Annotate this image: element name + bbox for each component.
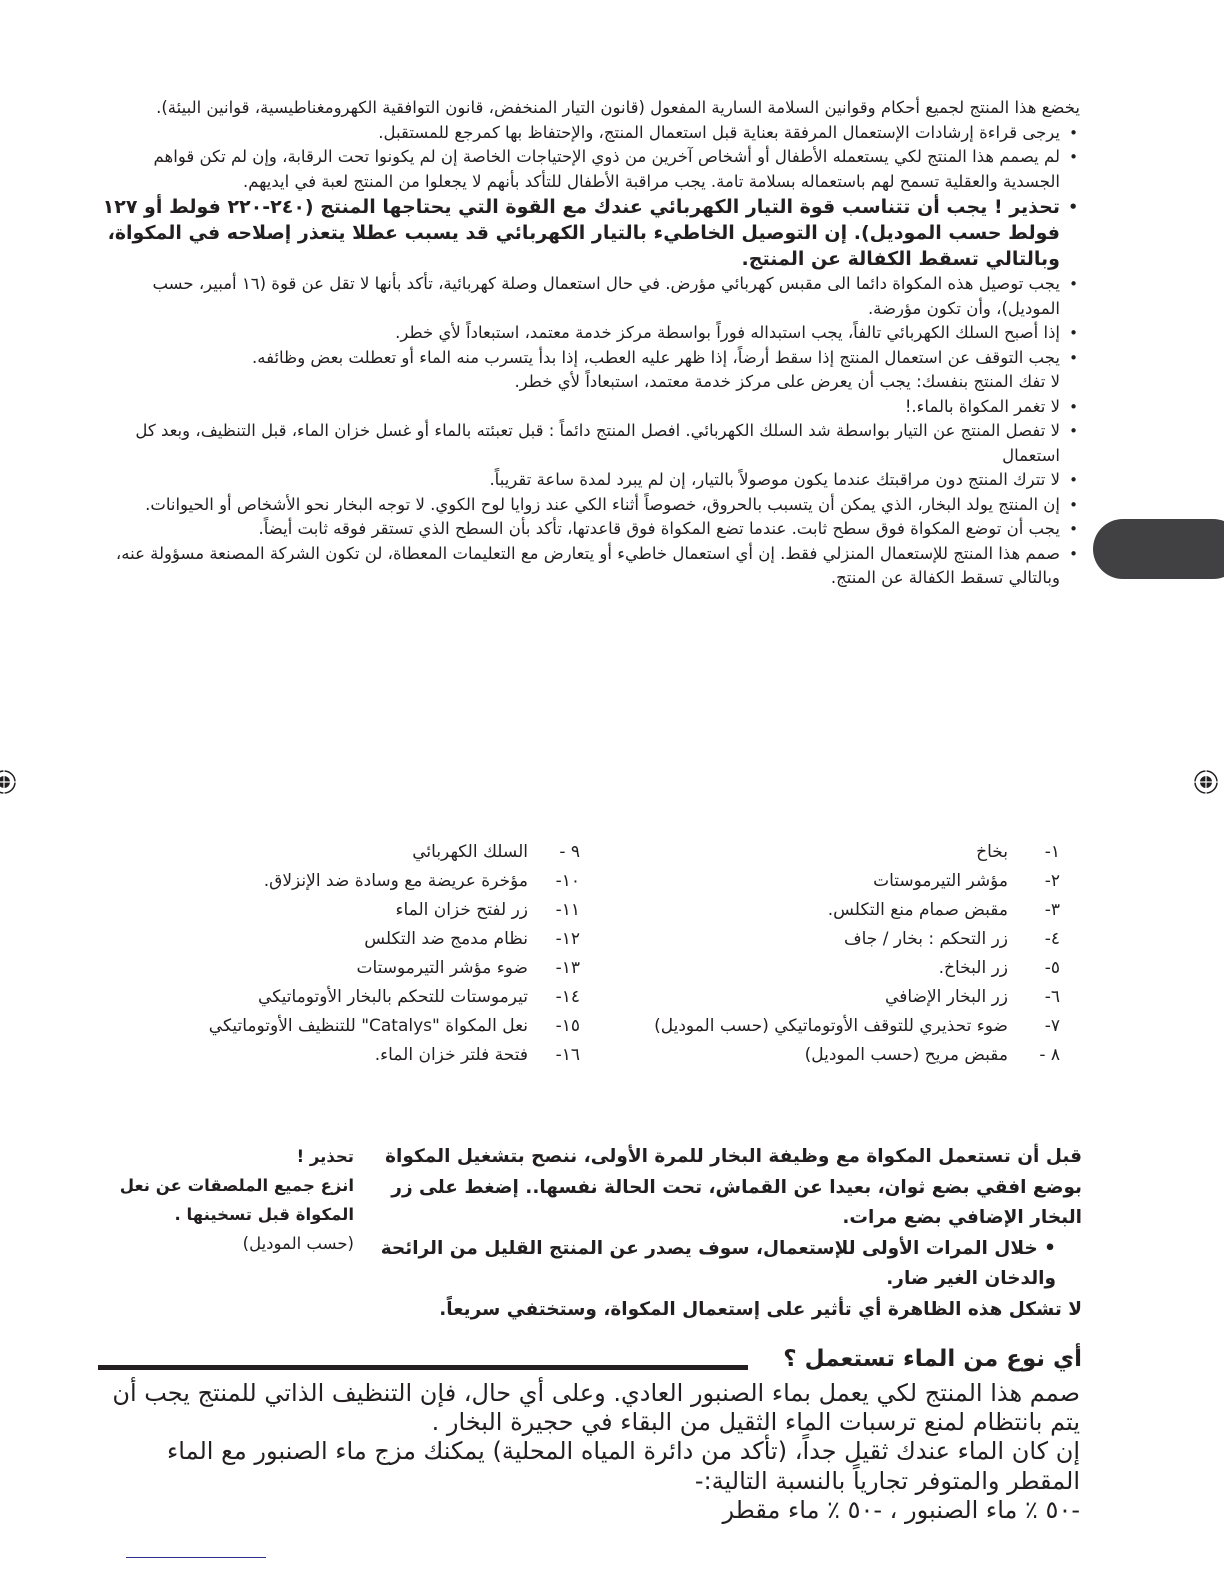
part-item: ١٥-نعل المكواة "Catalys" للتنظيف الأوتوماتيكي <box>208 1016 580 1036</box>
safety-item: • يجب التوقف عن استعمال المنتج إذا سقط أرضاً، إذا ظهر عليه العطب، إذا بدأ يتسرب منه الماء أو تعطلت بعض وظائفه. لا تفك المنتج بنفسك: يجب أن يعرض على مركز خدمة معتمد، استبعاداً لأي خطر. <box>98 346 1080 395</box>
safety-item: • لم يصمم هذا المنتج لكي يستعمله الأطفال أو أشخاص آخرين من ذوي الإحتياجات الخاصة إن لم يكونوا تحت الرقابة، وإن لم تكن قواهم الجسدية والعقلية تسمح لهم باستعماله بسلامة تامة. يجب مراقبة الأطفال للتأكد بأنهم لا يجعلوا من المنتج لعبة في ايديهم. <box>98 145 1080 194</box>
water-section-body <box>98 1379 1080 1525</box>
caution-box <box>108 1142 354 1258</box>
voltage-warning: • تحذير ! يجب أن تتناسب قوة التيار الكهربائي عندك مع القوة التي يحتاجها المنتج (٢٤٠-٢٢٠ فولط أو ١٢٧ فولط حسب الموديل). إن التوصيل الخاطيء بالتيار الكهربائي قد يسبب عطلا يتعذر إصلاحه في المكواة، وبالتالي تسقط الكفالة عن المنتج. <box>98 194 1080 272</box>
parts-list-left <box>110 838 580 1070</box>
part-item: ١٣-ضوء مؤشر التيرموستات <box>356 958 580 978</box>
water-section-heading: أي نوع من الماء تستعمل ؟ <box>783 1346 1082 1372</box>
safety-item: • إذا أصبح السلك الكهربائي تالفاً، يجب استبداله فوراً بواسطة مركز خدمة معتمد، استبعاداً لأي خطر. <box>98 321 1080 346</box>
registration-mark-icon <box>0 768 18 796</box>
part-item: ٨ -مقبض مريح (حسب الموديل) <box>804 1045 1060 1065</box>
caution-body: انزع جميع الملصقات عن نعل المكواة قبل تسخينها . <box>119 1176 354 1224</box>
safety-item: • يجب توصيل هذه المكواة دائما الى مقبس كهربائي مؤرض. في حال استعمال وصلة كهربائية، تأكد بأنها لا تقل عن قوة (١٦ أمبير، حسب الموديل)، وأن تكون مؤرضة. <box>98 272 1080 321</box>
part-item: ١٢-نظام مدمج ضد التكلس <box>364 929 580 949</box>
safety-list <box>98 121 1080 591</box>
safety-item: • يجب أن توضع المكواة فوق سطح ثابت. عندما تضع المكواة فوق قاعدتها، تأكد بأن السطح الذي تستقر فوقه ثابت أيضاً. <box>98 517 1080 542</box>
safety-item: • إن المنتج يولد البخار، الذي يمكن أن يتسبب بالحروق، خصوصاً أثناء الكي عند زوايا لوح الكوي. لا توجه البخار نحو الأشخاص أو الحيوانات. <box>98 493 1080 518</box>
part-item: ٣-مقبض صمام منع التكلس. <box>827 900 1060 920</box>
heading-rule <box>98 1365 748 1370</box>
water-paragraph: صمم هذا المنتج لكي يعمل بماء الصنبور العادي. وعلى أي حال، فإن التنظيف الذاتي للمنتج يجب أن يتم بانتظام لمنع ترسبات الماء الثقيل من البقاء في حجيرة البخار . <box>112 1379 1080 1437</box>
first-use-intro: قبل أن تستعمل المكواة مع وظيفة البخار للمرة الأولى، ننصح بتشغيل المكواة بوضع افقي بضع ثوان، بعيدا عن القماش، تحت الحالة نفسها.. إضغط على زر البخار الإضافي بضع مرات. <box>385 1146 1082 1228</box>
caution-note: (حسب الموديل) <box>242 1234 354 1253</box>
safety-intro: يخضع هذا المنتج لجميع أحكام وقوانين السلامة السارية المفعول (قانون التيار المنخفض، قانون التوافقية الكهرومغناطيسية، قوانين البيئة). <box>156 98 1080 117</box>
part-item: ٧-ضوء تحذيري للتوقف الأوتوماتيكي (حسب الموديل) <box>654 1016 1060 1036</box>
part-item: ١١-زر لفتح خزان الماء <box>395 900 580 920</box>
safety-instructions <box>98 96 1080 591</box>
part-item: ١٤-تيرموستات للتحكم بالبخار الأوتوماتيكي <box>258 987 580 1007</box>
safety-sub-note: لا تفك المنتج بنفسك: يجب أن يعرض على مركز خدمة معتمد، استبعاداً لأي خطر. <box>514 372 1060 391</box>
caution-title: تحذير ! <box>296 1147 354 1166</box>
registration-mark-icon <box>1192 768 1220 796</box>
safety-item: • لا تغمر المكواة بالماء.! <box>98 395 1080 420</box>
part-item: ١-بخاخ <box>976 842 1060 862</box>
part-item: ٦-زر البخار الإضافي <box>885 987 1060 1007</box>
part-item: ٢-مؤشر التيرموستات <box>873 871 1060 891</box>
safety-item: • لا تفصل المنتج عن التيار بواسطة شد السلك الكهربائي. افصل المنتج دائماً : قبل تعبئته بالماء أو غسل خزان الماء، قبل التنظيف، وبعد كل استعمال <box>98 419 1080 468</box>
water-paragraph: إن كان الماء عندك ثقيل جداً، (تأكد من دائرة المياه المحلية) يمكنك مزج ماء الصنبور مع الماء المقطر والمتوفر تجارياً بالنسبة التالية:- <box>167 1437 1080 1495</box>
part-item: ١٦-فتحة فلتر خزان الماء. <box>374 1045 580 1065</box>
safety-item: • صمم هذا المنتج للإستعمال المنزلي فقط. إن أي استعمال خاطيء أو يتعارض مع التعليمات المعطاة، لن تكون الشركة المصنعة مسؤولة عنه، وبالتالي تسقط الكفالة عن المنتج. <box>98 542 1080 591</box>
first-use-closing: لا تشكل هذه الظاهرة أي تأثير على إستعمال المكواة، وستختفي سريعاً. <box>439 1298 1082 1320</box>
part-item: ٥-زر البخاخ. <box>938 958 1060 978</box>
footer-rule <box>126 1557 266 1558</box>
parts-list-right <box>640 838 1060 1070</box>
safety-item: • يرجى قراءة إرشادات الإستعمال المرفقة بعناية قبل استعمال المنتج، والإحتفاظ بها كمرجع للمستقبل. <box>98 121 1080 146</box>
safety-item: • لا تترك المنتج دون مراقبتك عندما يكون موصولاً بالتيار، إن لم يبرد لمدة ساعة تقريباً. <box>98 468 1080 493</box>
first-use-notes <box>370 1142 1082 1325</box>
language-tab-marker <box>1093 519 1224 579</box>
first-use-bullet: • خلال المرات الأولى للإستعمال، سوف يصدر عن المنتج القليل من الرائحة والدخان الغير ضار. <box>380 1237 1056 1289</box>
part-item: ٤-زر التحكم : بخار / جاف <box>843 929 1060 949</box>
water-ratio: -٥٠ ٪ ماء الصنبور ، -٥٠ ٪ ماء مقطر <box>722 1495 1080 1524</box>
part-item: ٩ -السلك الكهربائي <box>412 842 580 862</box>
part-item: ١٠-مؤخرة عريضة مع وسادة ضد الإنزلاق. <box>263 871 580 891</box>
